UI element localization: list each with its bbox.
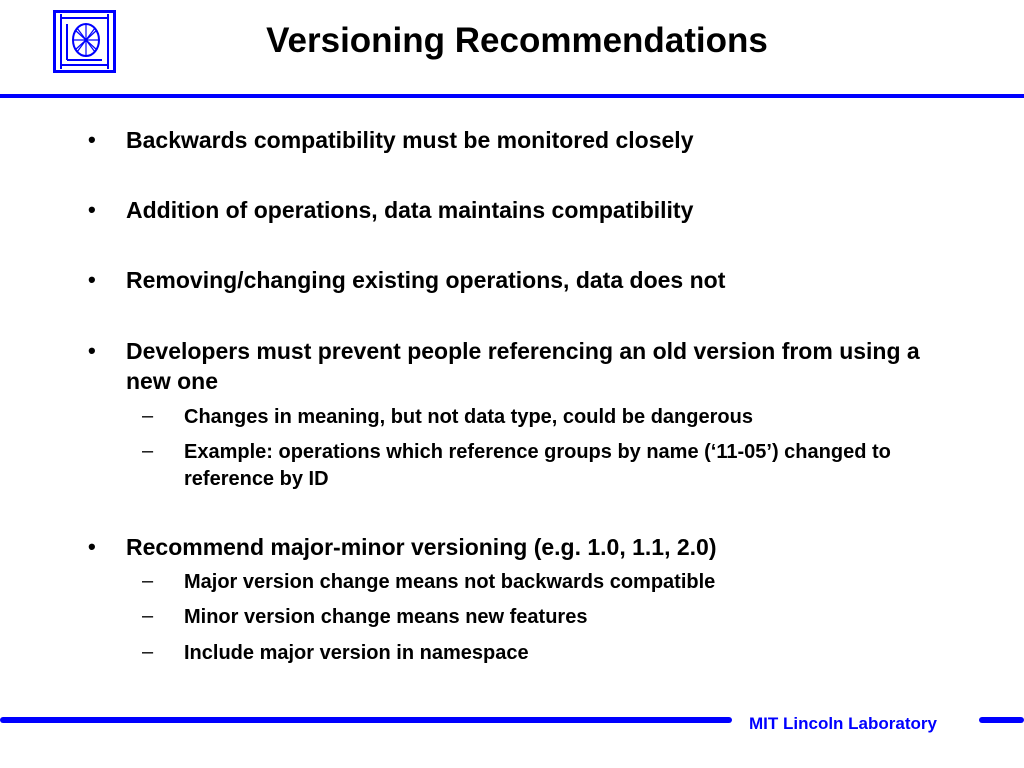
sub-item-text: Example: operations which reference groups by name (‘11-05’) changed to reference by ID — [184, 441, 891, 490]
slide-title: Versioning Recommendations — [266, 21, 768, 60]
top-divider — [0, 94, 1024, 98]
sub-item-text: Minor version change means new features — [184, 606, 588, 628]
bullet-text: Removing/changing existing operations, data does not — [126, 267, 726, 293]
sub-item-text: Major version change means not backwards compatible — [184, 571, 716, 593]
bullet-marker: • — [88, 197, 96, 222]
footer-org-name: MIT Lincoln Laboratory — [749, 714, 937, 733]
bullet-text: Addition of operations, data maintains compatibility — [126, 197, 694, 223]
sub-item — [142, 404, 924, 431]
dash-marker: – — [142, 605, 154, 627]
bullet-item — [88, 125, 946, 155]
bullet-text: Developers must prevent people referencing an old version from using a new one — [126, 338, 920, 394]
bullet-item — [88, 336, 946, 396]
sub-item-text: Include major version in namespace — [184, 642, 529, 664]
bullet-marker: • — [88, 267, 96, 292]
dash-marker: – — [142, 405, 154, 427]
sub-item — [142, 640, 924, 667]
dash-marker: – — [142, 570, 154, 592]
bullet-item — [88, 195, 946, 225]
dash-marker: – — [142, 440, 154, 462]
sub-item-text: Changes in meaning, but not data type, could be dangerous — [184, 406, 753, 428]
bullet-marker: • — [88, 534, 96, 559]
sub-item — [142, 604, 924, 631]
footer-divider-left — [0, 717, 732, 723]
bullet-marker: • — [88, 338, 96, 363]
bullet-marker: • — [88, 127, 96, 152]
bullet-text: Recommend major-minor versioning (e.g. 1.0, 1.1, 2.0) — [126, 534, 717, 560]
sub-item — [142, 569, 924, 596]
bullet-text: Backwards compatibility must be monitored closely — [126, 127, 694, 153]
sub-item — [142, 439, 904, 493]
dash-marker: – — [142, 641, 154, 663]
bullet-item — [88, 265, 946, 295]
bullet-item — [88, 532, 946, 562]
footer-divider-right — [979, 717, 1024, 723]
